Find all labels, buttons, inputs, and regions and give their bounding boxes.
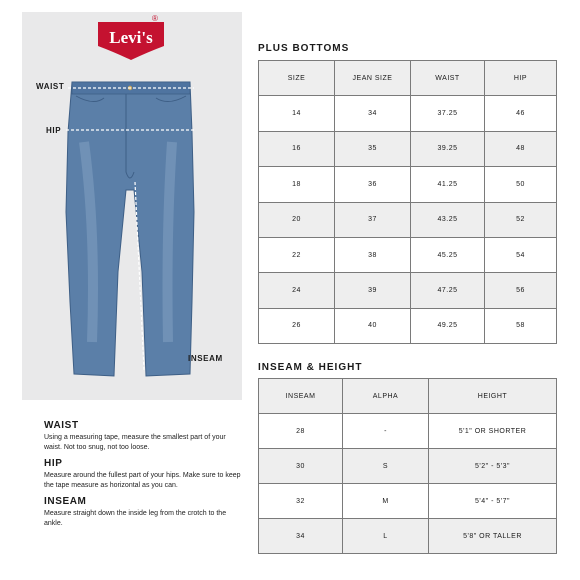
hip-cell: 48 — [485, 131, 557, 166]
jean-size-cell: 36 — [335, 167, 411, 202]
jean-size-cell: 37 — [335, 202, 411, 237]
jean-size-cell: 34 — [335, 96, 411, 131]
table-row — [259, 273, 557, 308]
alpha-cell: M — [343, 484, 429, 519]
height-cell: 5'4" - 5'7" — [429, 484, 557, 519]
hip-cell: 58 — [485, 308, 557, 343]
column-header-jean-size: JEAN SIZE — [335, 61, 411, 96]
column-header-size: SIZE — [259, 61, 335, 96]
waist-instruction-title: WAIST — [44, 420, 79, 431]
jean-size-cell: 40 — [335, 308, 411, 343]
jeans-illustration-panel — [22, 12, 242, 400]
table-row — [259, 414, 557, 449]
hip-callout: HIP — [46, 126, 62, 135]
inseam-instruction-title: INSEAM — [44, 496, 87, 507]
size-cell: 18 — [259, 167, 335, 202]
table-row — [259, 484, 557, 519]
alpha-cell: - — [343, 414, 429, 449]
hip-cell: 54 — [485, 237, 557, 272]
inseam-instruction-text: Measure straight down the inside leg from the crotch to the ankle. — [44, 510, 227, 527]
hip-cell: 50 — [485, 167, 557, 202]
inseam-cell: 30 — [259, 449, 343, 484]
table-row — [259, 519, 557, 554]
waist-cell: 43.25 — [411, 202, 485, 237]
table-row — [259, 449, 557, 484]
alpha-cell: L — [343, 519, 429, 554]
waist-cell: 39.25 — [411, 131, 485, 166]
inseam-cell: 32 — [259, 484, 343, 519]
inseam-height-title: INSEAM & HEIGHT — [258, 362, 363, 373]
table-row — [259, 167, 557, 202]
column-header-height: HEIGHT — [429, 379, 557, 414]
waist-cell: 47.25 — [411, 273, 485, 308]
column-header-alpha: ALPHA — [343, 379, 429, 414]
plus-bottoms-table — [258, 60, 557, 344]
waist-instruction — [44, 420, 244, 453]
height-cell: 5'2" - 5'3" — [429, 449, 557, 484]
inseam-callout: INSEAM — [188, 354, 223, 363]
svg-text:Levi's: Levi's — [109, 28, 153, 47]
plus-bottoms-title: PLUS BOTTOMS — [258, 43, 350, 54]
hip-instruction-text: Measure around the fullest part of your hips. Make sure to keep the tape measure as horizontal as you can. — [44, 472, 241, 489]
hip-cell: 52 — [485, 202, 557, 237]
table-row — [259, 308, 557, 343]
size-cell: 14 — [259, 96, 335, 131]
waist-cell: 37.25 — [411, 96, 485, 131]
waist-callout: WAIST — [36, 82, 65, 91]
jean-size-cell: 38 — [335, 237, 411, 272]
waist-cell: 41.25 — [411, 167, 485, 202]
hip-cell: 56 — [485, 273, 557, 308]
jean-size-cell: 35 — [335, 131, 411, 166]
size-cell: 16 — [259, 131, 335, 166]
column-header-waist: WAIST — [411, 61, 485, 96]
height-cell: 5'1" OR SHORTER — [429, 414, 557, 449]
size-cell: 20 — [259, 202, 335, 237]
waist-cell: 45.25 — [411, 237, 485, 272]
table-row — [259, 237, 557, 272]
hip-instruction-title: HIP — [44, 458, 63, 469]
table-row — [259, 131, 557, 166]
hip-cell: 46 — [485, 96, 557, 131]
waist-instruction-text: Using a measuring tape, measure the smallest part of your waist. Not too snug, not too loose. — [44, 434, 226, 451]
height-cell: 5'8" OR TALLER — [429, 519, 557, 554]
trademark-symbol: ® — [152, 14, 158, 23]
inseam-cell: 34 — [259, 519, 343, 554]
table-row — [259, 96, 557, 131]
hip-instruction — [44, 458, 244, 491]
column-header-hip: HIP — [485, 61, 557, 96]
size-cell: 22 — [259, 237, 335, 272]
inseam-height-table — [258, 378, 557, 554]
size-cell: 26 — [259, 308, 335, 343]
waist-cell: 49.25 — [411, 308, 485, 343]
table-row — [259, 202, 557, 237]
jeans-image — [22, 12, 242, 400]
jean-size-cell: 39 — [335, 273, 411, 308]
inseam-instruction — [44, 496, 244, 529]
size-cell: 24 — [259, 273, 335, 308]
column-header-inseam: INSEAM — [259, 379, 343, 414]
inseam-cell: 28 — [259, 414, 343, 449]
alpha-cell: S — [343, 449, 429, 484]
